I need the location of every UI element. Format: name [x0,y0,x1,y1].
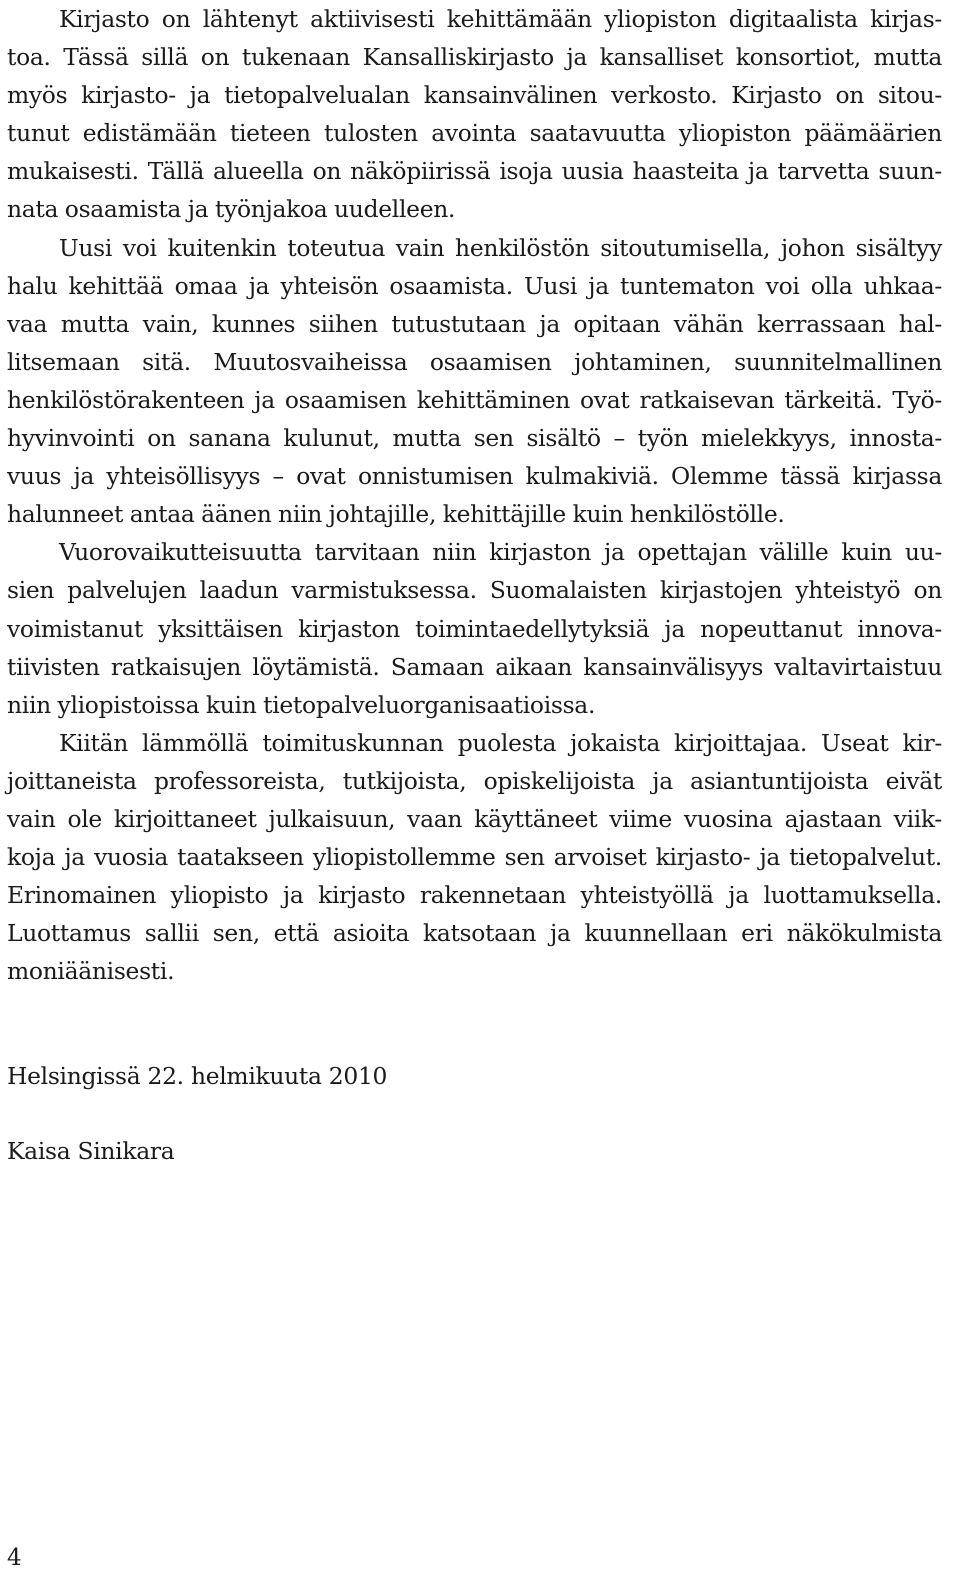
text-line: henkilöstörakenteen ja osaamisen kehittäminen ovat ratkaisevan tärkeitä. Työ- [7,385,942,414]
text-line: myös kirjasto- ja tietopalvelualan kansainvälinen verkosto. Kirjasto on sitou- [7,81,942,110]
text-line: koja ja vuosia taatakseen yliopistollemme sen arvoiset kirjasto- ja tietopalvelut. [7,843,942,872]
text-line: tiivisten ratkaisujen löytämistä. Samaan aikaan kansainvälisyys valtavirtaistuu [7,652,942,681]
text-line: voimistanut yksittäisen kirjaston toimintaedellytyksiä ja nopeuttanut innova- [7,614,942,643]
text-line: Kiitän lämmöllä toimituskunnan puolesta jokaista kirjoittajaa. Useat kir- [59,728,942,757]
text-line: Luottamus sallii sen, että asioita katsotaan ja kuunnellaan eri näkökulmista [7,919,942,948]
text-line: vain ole kirjoittaneet julkaisuun, vaan käyttäneet viime vuosina ajastaan viik- [7,804,942,833]
text-line: nata osaamista ja työnjakoa uudelleen. [7,195,456,224]
text-line: Uusi voi kuitenkin toteutua vain henkilöstön sitoutumisella, johon sisältyy [59,233,942,262]
place-date: Helsingissä 22. helmikuuta 2010 [7,1062,388,1090]
text-line: litsemaan sitä. Muutosvaiheissa osaamisen johtaminen, suunnitelmallinen [7,347,942,376]
text-line: toa. Tässä sillä on tukenaan Kansalliskirjasto ja kansalliset konsortiot, mutta [7,43,942,72]
text-line: halu kehittää omaa ja yhteisön osaamista. Uusi ja tuntematon voi olla uhkaa- [7,271,942,300]
text-line: vuus ja yhteisöllisyys – ovat onnistumisen kulmakiviä. Olemme tässä kirjassa [7,462,942,491]
text-line: Erinomainen yliopisto ja kirjasto rakennetaan yhteistyöllä ja luottamuksella. [7,881,942,910]
text-line: niin yliopistoissa kuin tietopalveluorganisaatioissa. [7,690,596,719]
text-line: mukaisesti. Tällä alueella on näköpiirissä isoja uusia haasteita ja tarvetta suun- [7,157,942,186]
text-line: joittaneista professoreista, tutkijoista, opiskelijoista ja asiantuntijoista eivät [7,766,942,795]
body-text [7,0,942,990]
author-signature-name: Kaisa Sinikara [7,1137,175,1165]
text-line: tunut edistämään tieteen tulosten avointa saatavuutta yliopiston päämäärien [7,119,942,148]
text-line: vaa mutta vain, kunnes siihen tutustutaan ja opitaan vähän kerrassaan hal- [7,309,942,338]
page-number: 4 [7,1545,22,1571]
text-line: moniäänisesti. [7,957,175,986]
text-line: halunneet antaa äänen niin johtajille, kehittäjille kuin henkilöstölle. [7,500,785,529]
text-line: Vuorovaikutteisuutta tarvitaan niin kirjaston ja opettajan välille kuin uu- [59,538,942,567]
text-line: hyvinvointi on sanana kulunut, mutta sen sisältö – työn mielekkyys, innosta- [7,424,942,453]
text-line: sien palvelujen laadun varmistuksessa. Suomalaisten kirjastojen yhteistyö on [7,576,942,605]
text-line: Kirjasto on lähtenyt aktiivisesti kehittämään yliopiston digitaalista kirjas- [59,5,942,33]
